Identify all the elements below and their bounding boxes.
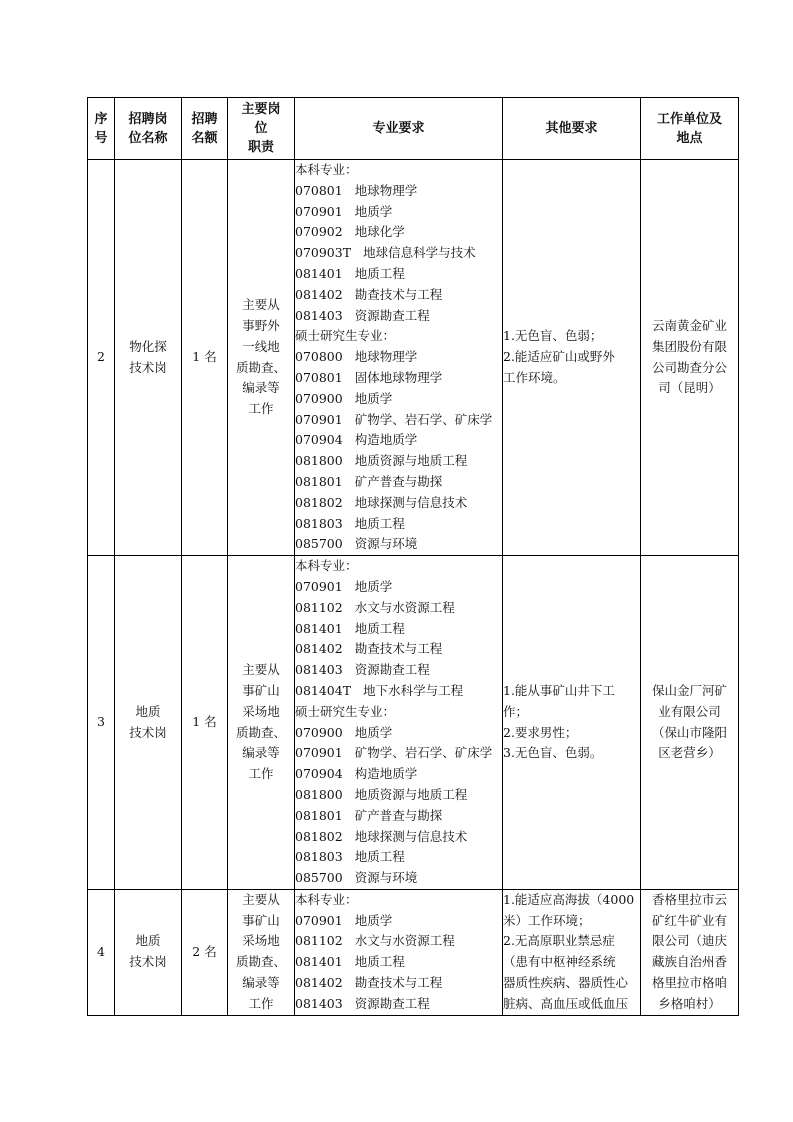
cell-line: 工作 [248,995,274,1011]
major-name: 固体地球物理学 [354,369,443,385]
major-name: 地球探测与信息技术 [354,828,468,844]
major-group-label: 硕士研究生专业： [295,703,396,719]
header-major-requirements: 专业要求 [295,98,503,160]
cell-line: 云南黄金矿业 [651,317,727,333]
cell-line: （患有中枢神经系统 [503,954,616,970]
major-name: 资源勘查工程 [354,995,430,1011]
quota: 1 名 [182,160,228,556]
cell-line: 事野外 [242,317,280,333]
major-item [295,994,502,1015]
cell-line: 米）工作环境； [503,912,591,928]
major-name: 地质工程 [354,265,405,281]
major-item [295,202,502,223]
major-code: 070904 [295,432,343,448]
major-code: 081403 [295,995,343,1011]
major-item [295,847,502,868]
major-list [295,160,503,556]
major-name: 地质工程 [354,849,405,865]
position-name [115,889,182,1015]
other-requirements [503,556,641,890]
work-unit [641,889,739,1015]
other-requirements [503,160,641,556]
cell-line: 质勘查、 [235,724,286,740]
major-code: 070901 [295,912,343,928]
table-row [88,160,739,556]
major-name: 地质学 [354,203,393,219]
cell-line: 编录等 [242,380,280,396]
cell-line: 技术岗 [129,724,167,740]
cell-line: 业有限公司 [658,703,721,719]
header-position-name: 招聘岗 位名称 [115,98,182,160]
major-code: 081800 [295,453,343,469]
cell-line: 乡格咱村） [658,995,721,1011]
major-code: 081403 [295,307,343,323]
cell-line: 2.要求男性； [503,724,578,740]
major-item [295,493,502,514]
major-name: 地质学 [354,724,393,740]
duty [228,889,295,1015]
cell-line: 格里拉市格咱 [651,975,727,991]
header-quota: 招聘 名额 [182,98,228,160]
header-serial-no: 序 号 [88,98,115,160]
major-code: 081803 [295,515,343,531]
major-code: 081402 [295,286,343,302]
cell-line: 采场地 [242,703,280,719]
major-code: 085700 [295,870,343,886]
cell-line: （保山市隆阳 [651,724,727,740]
major-item [295,389,502,410]
major-item [295,410,502,431]
cell-line: 限公司（迪庆 [651,933,727,949]
cell-line: 质勘查、 [235,359,286,375]
cell-line: 一线地 [242,338,280,354]
major-item [295,952,502,973]
cell-line: 主要从 [242,662,280,678]
major-item [295,534,502,555]
cell-line: 脏病、高血压或低血压 [503,995,629,1011]
major-item [295,451,502,472]
major-code: 070801 [295,182,343,198]
major-group-label: 本科专业： [295,162,358,177]
cell-line: 地质 [135,703,161,719]
major-name: 构造地质学 [354,432,418,448]
major-name: 资源勘查工程 [354,662,430,678]
cell-line: 主要从 [242,891,280,907]
major-item [295,243,502,264]
serial-no: 3 [88,556,115,890]
major-code: 081401 [295,620,343,636]
major-name: 地质学 [354,912,393,928]
table-row [88,889,739,1015]
major-name: 矿产普查与勘探 [354,473,443,489]
major-item [295,285,502,306]
major-list [295,889,503,1015]
major-code: 070801 [295,369,343,385]
quota: 1 名 [182,556,228,890]
major-code: 081402 [295,975,343,991]
major-name: 水文与水资源工程 [354,599,455,615]
major-name: 资源与环境 [354,536,418,552]
major-item [295,181,502,202]
recruitment-table [87,97,739,1016]
cell-line: 1.能从事矿山井下工 [503,682,615,698]
major-item [295,598,502,619]
major-item [295,911,502,932]
cell-line: 编录等 [242,745,280,761]
major-name: 地质工程 [354,954,405,970]
major-item [295,723,502,744]
major-name: 勘查技术与工程 [354,975,443,991]
major-code: 070900 [295,724,343,740]
major-code: 081801 [295,473,343,489]
major-item [295,577,502,598]
major-item [295,347,502,368]
duty [228,556,295,890]
major-item [295,306,502,327]
major-code: 081801 [295,807,343,823]
major-code: 070904 [295,766,343,782]
cell-line: 器质性疾病、器质性心 [503,975,629,991]
major-group-heading [295,556,502,577]
cell-line: 保山金厂河矿 [651,682,727,698]
major-item [295,222,502,243]
major-code: 070800 [295,349,343,365]
major-name: 地质工程 [354,620,405,636]
cell-line: 事矿山 [242,912,280,928]
header-row [88,98,739,160]
major-item [295,660,502,681]
major-name: 地球物理学 [354,349,418,365]
major-item [295,368,502,389]
major-item [295,806,502,827]
major-name: 矿物学、岩石学、矿床学 [354,411,493,427]
major-code: 081802 [295,494,343,510]
cell-line: 工作 [248,766,274,782]
major-item [295,472,502,493]
major-code: 081102 [295,599,343,615]
major-name: 地下水科学与工程 [363,682,464,698]
work-unit [641,556,739,890]
major-code: 081401 [295,954,343,970]
major-name: 地球探测与信息技术 [354,494,468,510]
major-name: 勘查技术与工程 [354,641,443,657]
cell-line: 3.无色盲、色弱。 [503,745,603,761]
major-code: 070901 [295,411,343,427]
cell-line: 2.能适应矿山或野外 [503,349,615,365]
quota: 2 名 [182,889,228,1015]
cell-line: 2.无高原职业禁忌症 [503,933,615,949]
major-code: 081401 [295,265,343,281]
major-group-heading [295,160,502,181]
major-name: 地球物理学 [354,182,418,198]
cell-line: 技术岗 [129,359,167,375]
major-name: 地质资源与地质工程 [354,786,468,802]
major-group-label: 本科专业： [295,558,358,574]
major-code: 070901 [295,745,343,761]
cell-line: 1.无色盲、色弱； [503,328,603,344]
cell-line: 主要从 [242,297,280,313]
cell-line: 司（昆明） [658,380,721,396]
major-name: 地质工程 [354,515,405,531]
major-item [295,785,502,806]
cell-line: 物化探 [129,338,167,354]
cell-line: 质勘查、 [235,954,286,970]
major-name: 地质资源与地质工程 [354,453,468,469]
serial-no: 2 [88,160,115,556]
cell-line: 藏族自治州香 [651,954,727,970]
major-item [295,681,502,702]
major-code: 070901 [295,578,343,594]
major-code: 081402 [295,641,343,657]
major-name: 水文与水资源工程 [354,933,455,949]
major-name: 勘查技术与工程 [354,286,443,302]
major-name: 构造地质学 [354,766,418,782]
major-name: 资源与环境 [354,870,418,886]
major-item [295,514,502,535]
cell-line: 工作环境。 [503,369,566,385]
cell-line: 公司勘查分公 [651,359,727,375]
major-code: 070902 [295,224,343,240]
major-name: 地质学 [354,578,393,594]
cell-line: 编录等 [242,975,280,991]
major-name: 矿产普查与勘探 [354,807,443,823]
cell-line: 矿红牛矿业有 [651,912,727,928]
major-group-heading [295,702,502,723]
major-group-label: 本科专业： [295,891,358,907]
header-other-requirements: 其他要求 [503,98,641,160]
cell-line: 1.能适应高海拔（4000 [503,891,635,907]
major-item [295,743,502,764]
cell-line: 香格里拉市云 [651,891,727,907]
table-row [88,556,739,890]
major-item [295,264,502,285]
major-code: 081803 [295,849,343,865]
major-name: 地球化学 [354,224,405,240]
major-item [295,973,502,994]
major-code: 081404T [295,682,352,698]
major-item [295,764,502,785]
major-code: 081800 [295,786,343,802]
major-name: 资源勘查工程 [354,307,430,323]
header-duty: 主要岗 位 职责 [228,98,295,160]
major-group-heading [295,890,502,911]
major-name: 地球信息科学与技术 [363,245,476,261]
major-name: 矿物学、岩石学、矿床学 [354,745,493,761]
major-item [295,639,502,660]
cell-line: 集团股份有限 [651,338,727,354]
major-group-label: 硕士研究生专业： [295,328,396,344]
major-item [295,619,502,640]
major-code: 085700 [295,536,343,552]
cell-line: 事矿山 [242,682,280,698]
major-code: 081802 [295,828,343,844]
duty [228,160,295,556]
cell-line: 地质 [135,933,161,949]
cell-line: 区老营乡） [658,745,721,761]
other-requirements [503,889,641,1015]
major-code: 070903T [295,245,352,261]
major-code: 081102 [295,933,343,949]
cell-line: 作； [503,703,529,719]
major-group-heading [295,326,502,347]
major-name: 地质学 [354,390,393,406]
serial-no: 4 [88,889,115,1015]
major-item [295,931,502,952]
major-item [295,430,502,451]
major-item [295,868,502,889]
position-name [115,556,182,890]
work-unit [641,160,739,556]
major-code: 081403 [295,662,343,678]
major-code: 070901 [295,203,343,219]
major-item [295,827,502,848]
cell-line: 技术岗 [129,954,167,970]
position-name [115,160,182,556]
cell-line: 工作 [248,401,274,417]
major-list [295,556,503,890]
major-code: 070900 [295,390,343,406]
header-work-unit: 工作单位及 地点 [641,98,739,160]
cell-line: 采场地 [242,933,280,949]
